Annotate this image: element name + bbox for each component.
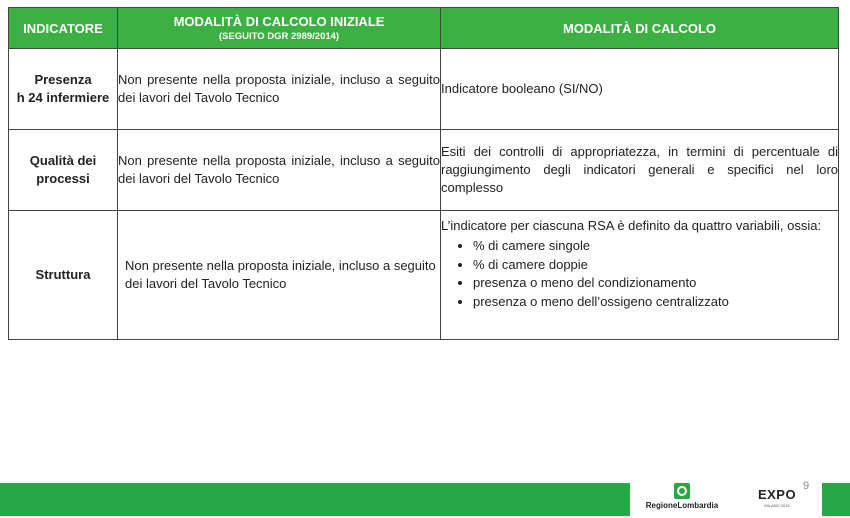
row-indicatore xyxy=(9,49,118,130)
row-indicatore-line2: h 24 infermiere xyxy=(16,90,110,105)
regione-lombardia-text: RegioneLombardia xyxy=(645,501,719,510)
list-item: • presenza o meno dell’ossigeno centralizzato xyxy=(473,293,838,312)
row-calcolo-intro: L’indicatore per ciascuna RSA è definito da quattro variabili, ossia: xyxy=(441,218,822,233)
table-row xyxy=(9,211,839,340)
header-modalita xyxy=(441,8,839,49)
expo-logo-text: EXPO xyxy=(757,487,797,502)
list-item: • % di camere singole xyxy=(473,237,838,256)
expo-logo-sub: MILANO 2015 xyxy=(764,503,790,508)
row-indicatore-line1: Struttura xyxy=(35,267,91,282)
regione-lombardia-logo xyxy=(642,483,722,510)
table-header-row xyxy=(9,8,839,49)
footer-bar xyxy=(0,483,630,516)
row-indicatore xyxy=(9,130,118,211)
header-modalita-label: MODALITÀ DI CALCOLO xyxy=(562,20,717,36)
header-modalita-iniziale-label: MODALITÀ DI CALCOLO INIZIALE xyxy=(173,14,385,29)
header-modalita-iniziale-sub: (SEGUITO DGR 2989/2014) xyxy=(218,31,340,42)
row-indicatore-line1: Presenza xyxy=(34,72,92,87)
header-indicatore-label: INDICATORE xyxy=(23,20,103,36)
indicators-table xyxy=(8,7,839,340)
row-calcolo: Esiti dei controlli di appropriatezza, in termini di percentuale di raggiungimento degli indicatori generali e specifici nel loro complesso xyxy=(441,130,839,211)
row-indicatore-line2: processi xyxy=(36,171,90,186)
row-iniziale: Non presente nella proposta iniziale, incluso a seguito dei lavori del Tavolo Tecnico xyxy=(118,130,441,211)
header-modalita-iniziale xyxy=(118,8,441,49)
row-iniziale: Non presente nella proposta iniziale, incluso a seguito dei lavori del Tavolo Tecnico xyxy=(118,211,441,340)
list-item: • % di camere doppie xyxy=(473,256,838,275)
row-indicatore xyxy=(9,211,118,340)
row-indicatore-line1: Qualità dei xyxy=(29,153,97,168)
row-calcolo: Indicatore booleano (SI/NO) xyxy=(441,49,839,130)
row-calcolo-bullets xyxy=(441,237,838,311)
header-indicatore xyxy=(9,8,118,49)
table-row xyxy=(9,49,839,130)
regione-lombardia-mark-icon xyxy=(674,483,690,499)
row-iniziale: Non presente nella proposta iniziale, incluso a seguito dei lavori del Tavolo Tecnico xyxy=(118,49,441,130)
footer-bar-right xyxy=(822,483,850,516)
row-calcolo xyxy=(441,211,839,340)
page-number: 9 xyxy=(803,480,810,492)
footer-logos xyxy=(630,480,822,518)
list-item: • presenza o meno del condizionamento xyxy=(473,274,838,293)
expo-logo xyxy=(752,488,802,508)
table-row xyxy=(9,130,839,211)
